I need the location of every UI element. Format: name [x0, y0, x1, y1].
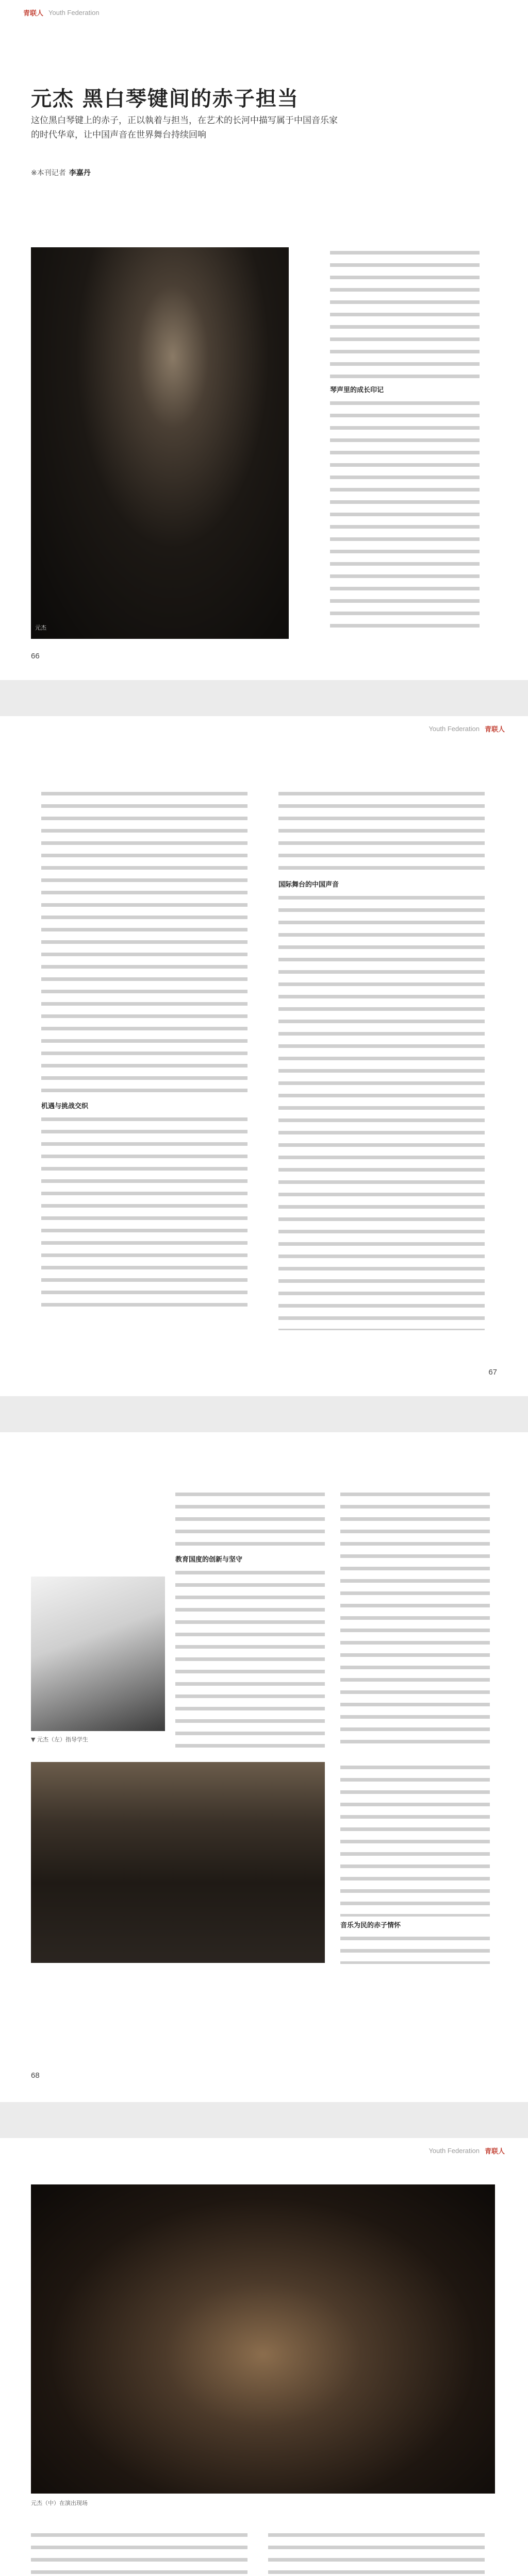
- page-gap: [0, 1396, 528, 1432]
- teaching-photo: [31, 1577, 165, 1731]
- paragraph: [175, 1567, 325, 1753]
- photo-caption: 元杰（中）在演出现场: [31, 2500, 88, 2506]
- page-68: [0, 1432, 528, 2102]
- concert-photo: [31, 2184, 495, 2494]
- article-title: 元杰 黑白琴键间的赤子担当: [31, 87, 299, 111]
- paragraph: [278, 788, 485, 876]
- section-tag-en: Youth Federation: [428, 724, 480, 733]
- page-header: [0, 0, 528, 25]
- section-heading: 教育国度的创新与坚守: [175, 1556, 243, 1564]
- page-number: 68: [31, 2071, 40, 2080]
- page-67: [0, 716, 528, 1396]
- section-tag: 青联人: [23, 9, 44, 18]
- body-column: [340, 1489, 490, 1747]
- pianist-photo: [31, 247, 289, 639]
- paragraph: [175, 1489, 325, 1551]
- page-gap: [0, 2102, 528, 2138]
- byline: [31, 167, 91, 178]
- body-column: [31, 2530, 248, 2576]
- paragraph: [340, 1489, 490, 1747]
- paragraph: [41, 1114, 248, 1310]
- byline-label: ※本刊记者: [31, 169, 66, 177]
- section-tag-en: Youth Federation: [48, 8, 100, 16]
- section-heading: 国际舞台的中国声音: [278, 881, 339, 889]
- page-number: 67: [488, 1368, 497, 1377]
- page-number: 66: [31, 652, 40, 660]
- paragraph: [330, 398, 480, 635]
- page-69: [0, 2138, 528, 2576]
- paragraph: [278, 892, 485, 1330]
- byline-author: 李嘉丹: [69, 169, 91, 177]
- section-heading: 机遇与挑战交织: [41, 1103, 89, 1110]
- paragraph: [268, 2530, 485, 2576]
- paragraph: [330, 247, 480, 381]
- body-column: [268, 2530, 485, 2576]
- section-tag: 青联人: [484, 725, 505, 734]
- paragraph: [340, 1933, 490, 1964]
- paragraph: [41, 788, 248, 1097]
- paragraph: [340, 1762, 490, 1917]
- article-subtitle: 这位黑白琴键上的赤子，正以執着与担当，在艺术的长河中描写属于中国音乐家的时代华章，让中国声音在世界舞台持续回响: [31, 115, 338, 140]
- page-66: [0, 0, 528, 680]
- body-column: [175, 1489, 325, 1753]
- section-heading: 琴声里的成长印记: [330, 386, 384, 394]
- section-tag: 青联人: [484, 2147, 505, 2156]
- photo-caption: 元杰: [35, 624, 46, 631]
- page-header: [0, 2138, 528, 2163]
- section-tag-en: Youth Federation: [428, 2146, 480, 2155]
- page-header: [0, 716, 528, 741]
- body-column: [330, 247, 480, 635]
- body-column: [278, 788, 485, 1330]
- piano-class-photo: [31, 1762, 325, 1963]
- paragraph: [31, 2530, 248, 2576]
- photo-caption: ▼ 元杰（左）指导学生: [31, 1736, 88, 1743]
- body-column: [340, 1762, 490, 1964]
- body-column: [41, 788, 248, 1310]
- section-heading: 音乐为民的赤子情怀: [340, 1922, 401, 1929]
- page-gap: [0, 680, 528, 716]
